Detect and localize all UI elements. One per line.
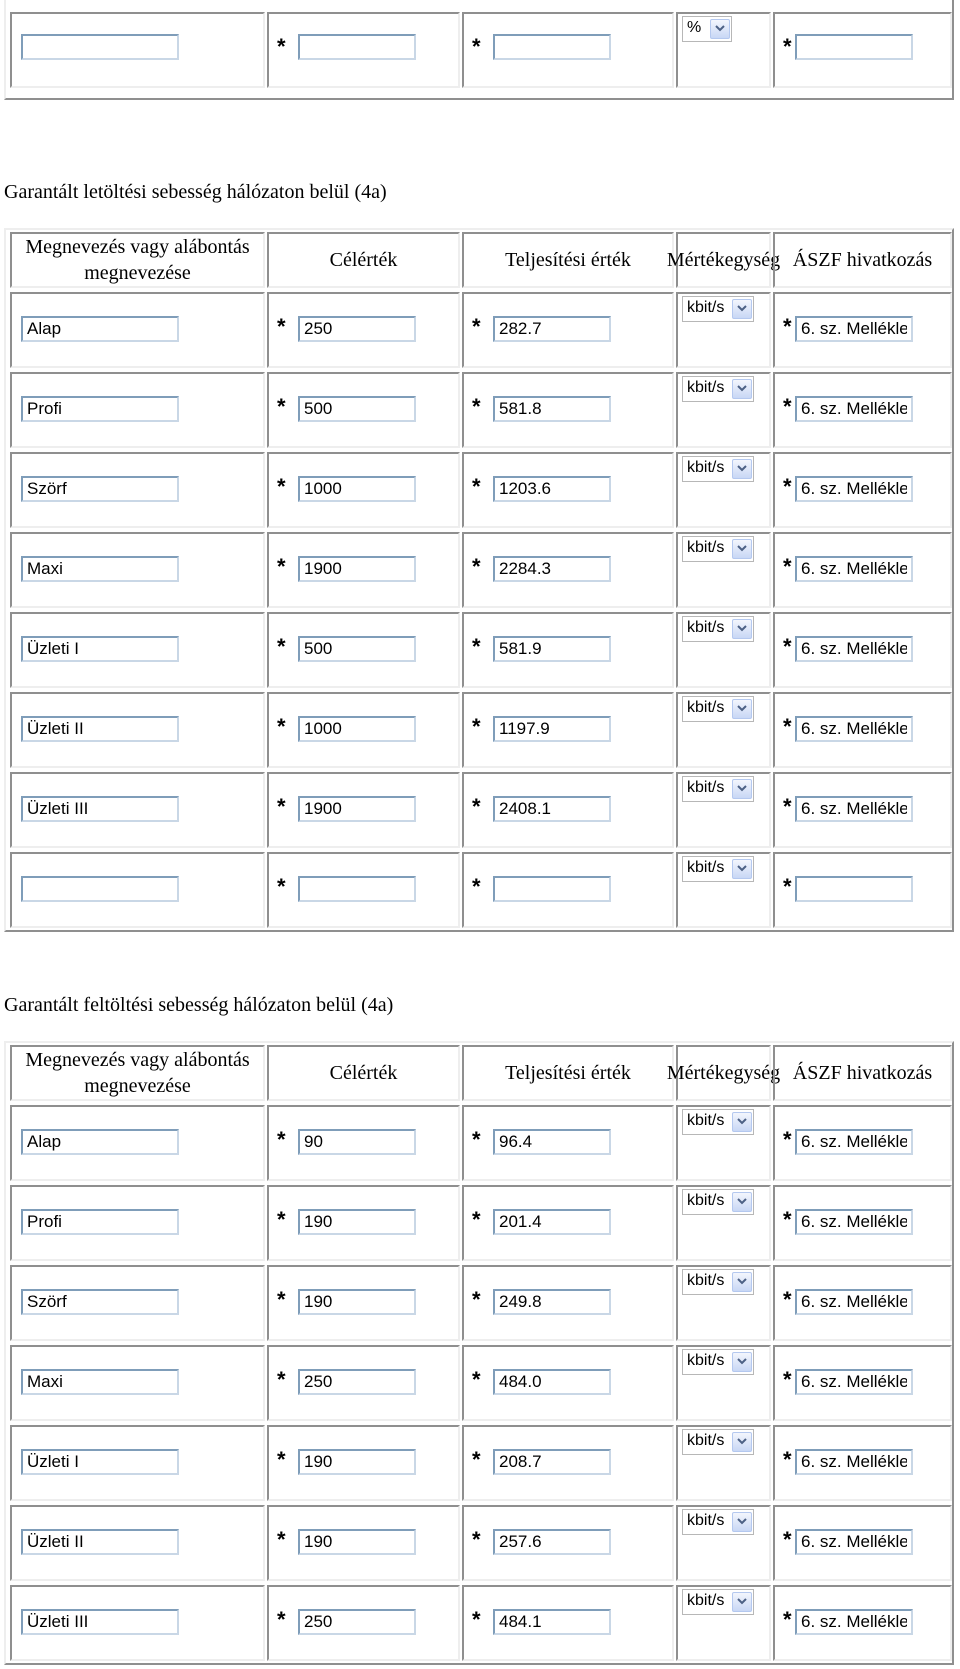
- header-target: [267, 232, 460, 288]
- chevron-down-icon[interactable]: [732, 1192, 752, 1212]
- name-input[interactable]: [21, 1609, 179, 1635]
- reference-cell: [773, 1585, 952, 1661]
- required-marker: *: [277, 474, 286, 499]
- target-cell: [267, 1425, 460, 1501]
- name-input[interactable]: [21, 716, 179, 742]
- name-cell: [10, 1505, 265, 1581]
- header-target-label: Célérték: [329, 249, 398, 271]
- unit-select-value: kbit/s: [687, 539, 725, 556]
- unit-cell: [676, 1105, 771, 1181]
- required-marker: *: [277, 1527, 286, 1552]
- chevron-down-icon[interactable]: [732, 1352, 752, 1372]
- required-marker: *: [783, 1287, 792, 1312]
- chevron-down-icon[interactable]: [732, 779, 752, 799]
- required-marker: *: [783, 794, 792, 819]
- unit-select[interactable]: [682, 696, 754, 722]
- reference-input[interactable]: [795, 716, 913, 742]
- unit-cell: [676, 1505, 771, 1581]
- name-cell: [10, 372, 265, 448]
- required-marker: *: [277, 714, 286, 739]
- reference-input[interactable]: [795, 1289, 913, 1315]
- target-input[interactable]: [298, 1609, 416, 1635]
- header-name-label: Megnevezés vagy alábontás megnevezése: [25, 236, 250, 284]
- performance-cell: [462, 692, 674, 768]
- required-marker: *: [277, 1607, 286, 1632]
- name-input[interactable]: [21, 1289, 179, 1315]
- name-cell: [10, 612, 265, 688]
- reference-cell: [773, 692, 952, 768]
- table-row: [8, 1105, 952, 1181]
- performance-cell: [462, 1425, 674, 1501]
- reference-input[interactable]: [795, 1529, 913, 1555]
- required-marker: *: [277, 1207, 286, 1232]
- required-marker: *: [277, 874, 286, 899]
- performance-cell: [462, 852, 674, 928]
- required-marker: *: [472, 1607, 481, 1632]
- required-marker: *: [472, 1527, 481, 1552]
- unit-select[interactable]: [682, 1269, 754, 1295]
- prev-table: [4, 0, 954, 100]
- reference-input[interactable]: [795, 316, 913, 342]
- chevron-down-icon[interactable]: [732, 1112, 752, 1132]
- target-cell: [267, 1505, 460, 1581]
- required-marker: *: [472, 634, 481, 659]
- chevron-down-icon[interactable]: [732, 1272, 752, 1292]
- required-marker: *: [277, 34, 286, 59]
- name-cell: [10, 292, 265, 368]
- performance-cell: [462, 1265, 674, 1341]
- required-marker: *: [783, 1527, 792, 1552]
- required-marker: *: [472, 394, 481, 419]
- table-row: [8, 772, 952, 848]
- target-input[interactable]: [298, 476, 416, 502]
- chevron-down-icon[interactable]: [732, 1432, 752, 1452]
- unit-select-value: kbit/s: [687, 1592, 725, 1609]
- target-cell: [267, 1345, 460, 1421]
- header-reference-label: ÁSZF hivatkozás: [792, 1062, 933, 1084]
- name-cell: [10, 1425, 265, 1501]
- chevron-down-icon[interactable]: [732, 1512, 752, 1532]
- required-marker: *: [783, 554, 792, 579]
- unit-cell: [676, 452, 771, 528]
- table-row: [8, 692, 952, 768]
- table-row: [8, 1425, 952, 1501]
- unit-select-value: kbit/s: [687, 1272, 725, 1289]
- unit-select[interactable]: [682, 1349, 754, 1375]
- name-cell: [10, 12, 265, 88]
- reference-input[interactable]: [795, 396, 913, 422]
- target-input[interactable]: [298, 1369, 416, 1395]
- required-marker: *: [277, 634, 286, 659]
- target-cell: [267, 372, 460, 448]
- target-cell: [267, 852, 460, 928]
- section-title: Garantált letöltési sebesség hálózaton belül (4a): [4, 181, 387, 203]
- performance-cell: [462, 1345, 674, 1421]
- reference-cell: [773, 852, 952, 928]
- reference-cell: [773, 1185, 952, 1261]
- unit-cell: [676, 1265, 771, 1341]
- reference-input[interactable]: [795, 1449, 913, 1475]
- name-input[interactable]: [21, 1529, 179, 1555]
- header-reference-label: ÁSZF hivatkozás: [792, 249, 933, 271]
- table-header-row: [8, 232, 952, 288]
- name-cell: [10, 1105, 265, 1181]
- unit-cell: [676, 1185, 771, 1261]
- name-input[interactable]: [21, 34, 179, 60]
- section-title: Garantált feltöltési sebesség hálózaton belül (4a): [4, 994, 394, 1016]
- table-row: [8, 852, 952, 928]
- unit-select[interactable]: [682, 1429, 754, 1455]
- unit-select-value: kbit/s: [687, 859, 725, 876]
- unit-select-value: kbit/s: [687, 1512, 725, 1529]
- header-unit: [666, 232, 781, 288]
- performance-input[interactable]: [493, 716, 611, 742]
- name-input[interactable]: [21, 476, 179, 502]
- required-marker: *: [472, 1207, 481, 1232]
- performance-input[interactable]: [493, 1609, 611, 1635]
- required-marker: *: [472, 1127, 481, 1152]
- reference-cell: [773, 1505, 952, 1581]
- header-performance: [462, 232, 674, 288]
- name-input[interactable]: [21, 1209, 179, 1235]
- required-marker: *: [277, 554, 286, 579]
- target-cell: [267, 452, 460, 528]
- required-marker: *: [783, 714, 792, 739]
- chevron-down-icon[interactable]: [732, 379, 752, 399]
- name-cell: [10, 852, 265, 928]
- table-row: [8, 292, 952, 368]
- required-marker: *: [783, 394, 792, 419]
- unit-cell: [676, 12, 771, 88]
- unit-cell: [676, 1585, 771, 1661]
- required-marker: *: [472, 314, 481, 339]
- target-cell: [267, 1585, 460, 1661]
- unit-select[interactable]: [682, 776, 754, 802]
- name-cell: [10, 1265, 265, 1341]
- chevron-down-icon[interactable]: [732, 299, 752, 319]
- reference-input[interactable]: [795, 876, 913, 902]
- reference-cell: [773, 12, 952, 88]
- unit-select[interactable]: [682, 376, 754, 402]
- target-cell: [267, 692, 460, 768]
- unit-select[interactable]: [682, 456, 754, 482]
- reference-input[interactable]: [795, 476, 913, 502]
- unit-cell: [676, 852, 771, 928]
- performance-cell: [462, 612, 674, 688]
- name-cell: [10, 692, 265, 768]
- required-marker: *: [783, 1607, 792, 1632]
- target-input[interactable]: [298, 1449, 416, 1475]
- target-cell: [267, 612, 460, 688]
- target-cell: [267, 1105, 460, 1181]
- table-header-row: [8, 1045, 952, 1101]
- target-input[interactable]: [298, 316, 416, 342]
- required-marker: *: [783, 634, 792, 659]
- target-input[interactable]: [298, 1289, 416, 1315]
- name-input[interactable]: [21, 876, 179, 902]
- performance-cell: [462, 532, 674, 608]
- header-name: [10, 1045, 265, 1101]
- name-input[interactable]: [21, 556, 179, 582]
- header-performance: [462, 1045, 674, 1101]
- required-marker: *: [277, 1287, 286, 1312]
- name-input[interactable]: [21, 1449, 179, 1475]
- header-performance-label: Teljesítési érték: [505, 1062, 631, 1084]
- header-reference: [773, 1045, 952, 1101]
- performance-input[interactable]: [493, 1289, 611, 1315]
- header-target: [267, 1045, 460, 1101]
- unit-select-value: kbit/s: [687, 1432, 725, 1449]
- unit-select[interactable]: [682, 1189, 754, 1215]
- performance-input[interactable]: [493, 636, 611, 662]
- reference-input[interactable]: [795, 796, 913, 822]
- name-cell: [10, 452, 265, 528]
- chevron-down-icon[interactable]: [732, 859, 752, 879]
- header-unit-label: Mértékegység: [666, 1062, 781, 1084]
- reference-input[interactable]: [795, 1209, 913, 1235]
- chevron-down-icon[interactable]: [710, 19, 730, 39]
- unit-cell: [676, 292, 771, 368]
- target-cell: [267, 12, 460, 88]
- required-marker: *: [472, 1367, 481, 1392]
- table-row: [8, 1505, 952, 1581]
- required-marker: *: [783, 1447, 792, 1472]
- table-row: [8, 12, 952, 88]
- target-input[interactable]: [298, 1209, 416, 1235]
- table-row: [8, 1345, 952, 1421]
- target-cell: [267, 1185, 460, 1261]
- speed-table: [4, 228, 954, 932]
- required-marker: *: [783, 874, 792, 899]
- unit-select[interactable]: [682, 616, 754, 642]
- unit-select-value: kbit/s: [687, 379, 725, 396]
- performance-cell: [462, 452, 674, 528]
- header-name-label: Megnevezés vagy alábontás megnevezése: [25, 1049, 250, 1097]
- unit-select-value: kbit/s: [687, 619, 725, 636]
- reference-input[interactable]: [795, 636, 913, 662]
- required-marker: *: [472, 1447, 481, 1472]
- required-marker: *: [783, 1367, 792, 1392]
- target-cell: [267, 1265, 460, 1341]
- target-input[interactable]: [298, 876, 416, 902]
- performance-input[interactable]: [493, 1369, 611, 1395]
- required-marker: *: [277, 1127, 286, 1152]
- unit-select[interactable]: [682, 16, 732, 42]
- unit-select-value: kbit/s: [687, 779, 725, 796]
- target-cell: [267, 292, 460, 368]
- name-cell: [10, 1185, 265, 1261]
- performance-input[interactable]: [493, 876, 611, 902]
- reference-cell: [773, 372, 952, 448]
- name-input[interactable]: [21, 1369, 179, 1395]
- unit-cell: [676, 772, 771, 848]
- speed-table: [4, 1041, 954, 1665]
- unit-select-value: kbit/s: [687, 459, 725, 476]
- table-row: [8, 372, 952, 448]
- target-input[interactable]: [298, 1129, 416, 1155]
- performance-input[interactable]: [493, 316, 611, 342]
- required-marker: *: [277, 794, 286, 819]
- performance-cell: [462, 12, 674, 88]
- table-row: [8, 1265, 952, 1341]
- performance-input[interactable]: [493, 396, 611, 422]
- header-reference: [773, 232, 952, 288]
- reference-input[interactable]: [795, 1129, 913, 1155]
- target-cell: [267, 532, 460, 608]
- unit-select[interactable]: [682, 856, 754, 882]
- chevron-down-icon[interactable]: [732, 539, 752, 559]
- target-input[interactable]: [298, 396, 416, 422]
- performance-input[interactable]: [493, 796, 611, 822]
- name-input[interactable]: [21, 316, 179, 342]
- reference-cell: [773, 1345, 952, 1421]
- required-marker: *: [472, 1287, 481, 1312]
- unit-select-value: kbit/s: [687, 1112, 725, 1129]
- name-input[interactable]: [21, 396, 179, 422]
- target-input[interactable]: [298, 796, 416, 822]
- target-input[interactable]: [298, 556, 416, 582]
- required-marker: *: [472, 34, 481, 59]
- chevron-down-icon[interactable]: [732, 619, 752, 639]
- performance-input[interactable]: [493, 1449, 611, 1475]
- header-unit: [666, 1045, 781, 1101]
- reference-input[interactable]: [795, 556, 913, 582]
- target-input[interactable]: [298, 1529, 416, 1555]
- performance-input[interactable]: [493, 1529, 611, 1555]
- required-marker: *: [277, 314, 286, 339]
- name-input[interactable]: [21, 636, 179, 662]
- performance-cell: [462, 372, 674, 448]
- name-cell: [10, 1585, 265, 1661]
- table-row: [8, 612, 952, 688]
- required-marker: *: [277, 1367, 286, 1392]
- performance-cell: [462, 1105, 674, 1181]
- unit-select-value: %: [687, 19, 702, 36]
- unit-select[interactable]: [682, 1109, 754, 1135]
- target-cell: [267, 772, 460, 848]
- reference-cell: [773, 772, 952, 848]
- name-input[interactable]: [21, 796, 179, 822]
- performance-input[interactable]: [493, 556, 611, 582]
- required-marker: *: [277, 394, 286, 419]
- name-cell: [10, 1345, 265, 1421]
- required-marker: *: [472, 794, 481, 819]
- reference-cell: [773, 1265, 952, 1341]
- required-marker: *: [783, 1127, 792, 1152]
- reference-cell: [773, 612, 952, 688]
- name-input[interactable]: [21, 1129, 179, 1155]
- chevron-down-icon[interactable]: [732, 1592, 752, 1612]
- required-marker: *: [783, 34, 792, 59]
- unit-cell: [676, 1345, 771, 1421]
- header-performance-label: Teljesítési érték: [505, 249, 631, 271]
- performance-cell: [462, 772, 674, 848]
- unit-cell: [676, 532, 771, 608]
- table-row: [8, 1185, 952, 1261]
- unit-cell: [676, 612, 771, 688]
- header-name: [10, 232, 265, 288]
- chevron-down-icon[interactable]: [732, 699, 752, 719]
- unit-cell: [676, 372, 771, 448]
- required-marker: *: [783, 314, 792, 339]
- performance-input[interactable]: [493, 1129, 611, 1155]
- table-row: [8, 532, 952, 608]
- target-input[interactable]: [298, 34, 416, 60]
- required-marker: *: [277, 1447, 286, 1472]
- required-marker: *: [472, 554, 481, 579]
- required-marker: *: [472, 714, 481, 739]
- unit-select[interactable]: [682, 536, 754, 562]
- reference-cell: [773, 532, 952, 608]
- required-marker: *: [783, 474, 792, 499]
- performance-cell: [462, 1185, 674, 1261]
- performance-input[interactable]: [493, 34, 611, 60]
- required-marker: *: [472, 474, 481, 499]
- reference-input[interactable]: [795, 1369, 913, 1395]
- reference-cell: [773, 1425, 952, 1501]
- target-input[interactable]: [298, 716, 416, 742]
- chevron-down-icon[interactable]: [732, 459, 752, 479]
- table-row: [8, 452, 952, 528]
- performance-cell: [462, 1585, 674, 1661]
- reference-cell: [773, 1105, 952, 1181]
- performance-cell: [462, 292, 674, 368]
- header-target-label: Célérték: [329, 1062, 398, 1084]
- performance-input[interactable]: [493, 476, 611, 502]
- reference-input[interactable]: [795, 1609, 913, 1635]
- table-row: [8, 1585, 952, 1661]
- name-cell: [10, 772, 265, 848]
- header-unit-label: Mértékegység: [666, 249, 781, 271]
- unit-cell: [676, 1425, 771, 1501]
- unit-select-value: kbit/s: [687, 1192, 725, 1209]
- required-marker: *: [472, 874, 481, 899]
- unit-select-value: kbit/s: [687, 699, 725, 716]
- reference-cell: [773, 292, 952, 368]
- reference-input[interactable]: [795, 34, 913, 60]
- reference-cell: [773, 452, 952, 528]
- name-cell: [10, 532, 265, 608]
- required-marker: *: [783, 1207, 792, 1232]
- performance-input[interactable]: [493, 1209, 611, 1235]
- unit-select[interactable]: [682, 296, 754, 322]
- unit-select[interactable]: [682, 1589, 754, 1615]
- target-input[interactable]: [298, 636, 416, 662]
- performance-cell: [462, 1505, 674, 1581]
- unit-select-value: kbit/s: [687, 1352, 725, 1369]
- unit-select[interactable]: [682, 1509, 754, 1535]
- unit-cell: [676, 692, 771, 768]
- unit-select-value: kbit/s: [687, 299, 725, 316]
